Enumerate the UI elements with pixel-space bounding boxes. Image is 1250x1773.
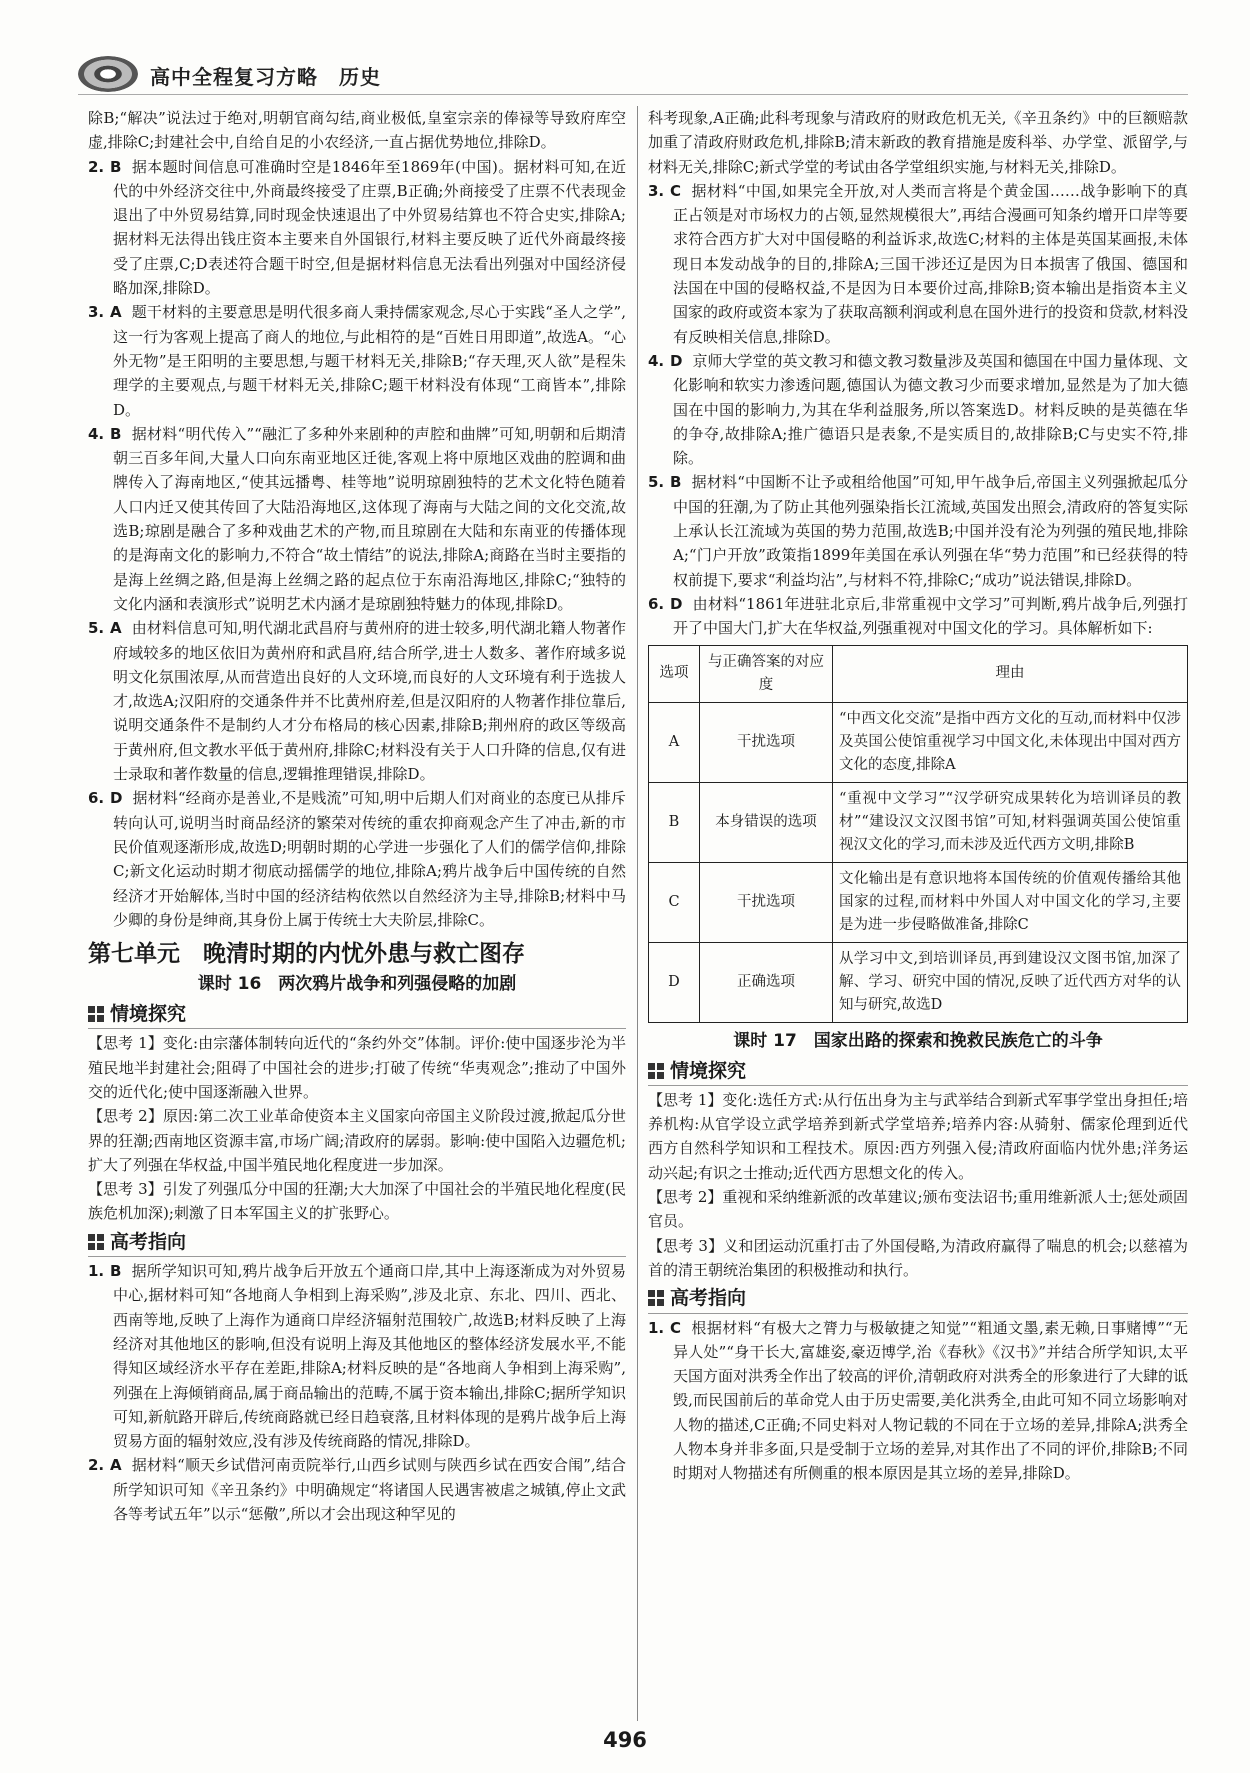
section-heading: 高考指向 [88,1230,626,1257]
answer-item: 5. A 由材料信息可知,明代湖北武昌府与黄州府的进士较多,明代湖北籍人物著作府域较多的地区依旧为黄州府和武昌府,结合所学,进士人数多、著作府域多说明文化氛围浓厚,从而营造出良好的人文环境,而良好的人文环境有利于选拔人才,故选A;汉阳府的交通条件并不比黄州府差,但是汉阳府的人物著作排位靠后,说明交通条件不是制约人才分布格局的核心因素,排除B;荆州府的政区等级高于黄州府,但文教水平低于黄州府,排除C;材料没有关于人口升降的信息,仅有进士录取和著作数量的信息,逻辑推理错误,排除D。 [88,619,626,784]
lesson-title: 课时 16 两次鸦片战争和列强侵略的加剧 [197,974,517,995]
table-cell: D [649,942,700,1022]
lesson-title: 课时 17 国家出路的探索和挽救民族危亡的斗争 [733,1030,1103,1051]
book-title: 高中全程复习方略 历史 [150,65,381,89]
table-cell: “重视中文学习”“汉学研究成果转化为培训译员的教材”“建设汉文汉图书馆”可知,材料强调英国公使馆重视汉文化的学习,而未涉及近代西方文明,排除B [833,782,1188,862]
table-cell: 正确选项 [700,942,833,1022]
header-rule [78,94,1188,95]
table-cell: C [649,862,700,942]
table-cell: 文化输出是有意识地将本国传统的价值观传播给其他国家的过程,而材料中外国人对中国文化的学习,主要是为进一步侵略做准备,排除C [833,862,1188,942]
section-heading: 情境探究 [648,1059,1188,1086]
table-cell: 干扰选项 [700,862,833,942]
section-heading: 高考指向 [648,1286,1188,1313]
answer-item: 5. B 据材料“中国断不让予或租给他国”可知,甲午战争后,帝国主义列强掀起瓜分中国的狂潮,为了防止其他列强染指长江流域,英国发出照会,清政府的答复实际上承认长江流域为英国的势力范围,故选B;中国并没有沦为列强的殖民地,排除A;“门户开放”政策指1899年美国在承认列强在华“势力范围”和已经获得的特权前提下,要求“利益均沾”,与材料不符,排除C;“成功”说法错误,排除D。 [648,473,1188,589]
table-header: 选项 [649,645,700,702]
think-item: 【思考 2】原因:第二次工业革命使资本主义国家向帝国主义阶段过渡,掀起瓜分世界的狂潮;西南地区资源丰富,市场广阔;清政府的孱弱。影响:使中国陷入边疆危机;扩大了列强在华权益,中国半殖民地化程度进一步加深。 [88,1107,627,1174]
continued-text: 除B;“解决”说法过于绝对,明朝官商勾结,商业极低,皇室宗亲的俸禄等导致府库空虚,排除C;封建社会中,自给自足的小农经济,一直占据优势地位,排除D。 [88,109,626,152]
table-header-row [649,645,1188,702]
continued-text: 科考现象,A正确;此科考现象与清政府的财政危机无关,《辛丑条约》中的巨额赔款加重了清政府财政危机,排除B;清末新政的教育措施是废科举、办学堂、派留学,与材料无关,排除C;新式学堂的考试由各学堂组织实施,与材料无关,排除D。 [648,109,1188,176]
grid-icon [648,1063,664,1079]
table-cell: 本身错误的选项 [700,782,833,862]
answer-item: 2. B 据本题时间信息可准确时空是1846年至1869年(中国)。据材料可知,在近代的中外经济交往中,外商最终接受了庄票,B正确;外商接受了庄票不代表现金退出了中外贸易结算,同时现金快速退出了中外贸易结算也不符合史实,排除A;据材料无法得出钱庄资本主要来自外国银行,材料主要反映了近代外商最终接受了庄票,C;D表述符合题干时空,但是据材料信息无法看出列强对中国经济侵略加深,排除D。 [88,157,626,298]
right-column [648,106,1188,1486]
left-column [88,106,626,1526]
table-row [649,942,1188,1022]
table-header: 与正确答案的对应度 [700,645,833,702]
page-header [78,52,498,96]
table-cell: A [649,702,700,782]
answer-item: 4. D 京师大学堂的英文教习和德文教习数量涉及英国和德国在中国力量体现、文化影响和软实力渗透问题,德国认为德文教习少而要求增加,显然是为了加大德国在中国的影响力,为其在华利益服务,所以答案选D。材料反映的是英德在华的争夺,故排除A;推广德语只是表象,不是实质目的,故排除B;C与史实不符,排除。 [648,351,1188,468]
table-cell: “中西文化交流”是指中西方文化的互动,而材料中仅涉及英国公使馆重视学习中国文化,未体现出中国对西方文化的态度,排除A [833,702,1188,782]
answer-item: 6. D 据材料“经商亦是善业,不是贱流”可知,明中后期人们对商业的态度已从排斥转向认可,说明当时商品经济的繁荣对传统的重农抑商观念产生了冲击,新的市民价值观逐渐形成,故选D;明朝时期的心学进一步强化了人们的儒学信仰,排除C;新文化运动时期才彻底动摇儒学的地位,排除A;鸦片战争后中国传统的自然经济才开始解体,当时中国的经济结构依然以自然经济为主导,排除B;材料中马少卿的身份是绅商,其身份上属于传统士大夫阶层,排除C。 [88,789,626,929]
page-number: 496 [603,1728,647,1752]
analysis-table [648,645,1188,1023]
think-item: 【思考 3】义和团运动沉重打击了外国侵略,为清政府赢得了喘息的机会;以慈禧为首的清王朝统治集团的积极推动和执行。 [648,1236,1188,1279]
table-cell: 从学习中文,到培训译员,再到建设汉文图书馆,加深了解、学习、研究中国的情况,反映了近代西方对华的认知与研究,故选D [833,942,1188,1022]
table-header: 理由 [833,645,1188,702]
section-heading: 情境探究 [88,1002,626,1029]
answer-item: 2. A 据材料“顺天乡试借河南贡院举行,山西乡试则与陕西乡试在西安合闱”,结合所学知识可知《辛丑条约》中明确规定“将诸国人民遇害被虐之城镇,停止文武各等考试五年”以示“惩儆”,所以才会出现这种罕见的 [88,1456,626,1524]
answer-item: 6. D 由材料“1861年进驻北京后,非常重视中文学习”可判断,鸦片战争后,列强打开了中国大门,扩大在华权益,列强重视对中国文化的学习。具体解析如下: [648,594,1188,638]
unit-title: 第七单元 晚清时期的内忧外患与救亡图存 [88,941,525,968]
publisher-logo-icon [78,56,138,92]
think-item: 【思考 1】变化:选任方式:从行伍出身为主与武举结合到新式军事学堂出身担任;培养机构:从官学设立武学培养到新式学堂培养;培养内容:从骑射、儒家伦理到近代西方自然科学知识和工程技术。原因:西方列强入侵;清政府面临内忧外患;洋务运动兴起;有识之士推动;近代西方思想文化的传入。 [648,1090,1189,1182]
answer-item: 1. C 根据材料“有极大之膂力与极敏捷之知觉”“粗通文墨,素无赖,日事赌博”“无异人处”“身干长大,富雄姿,豪迈博学,治《春秋》《汉书》”并结合所学知识,太平天国方面对洪秀全作出了较高的评价,清朝政府对洪秀全的形象进行了大肆的诋毁,而民国前后的革命党人由于历史需要,美化洪秀全,由此可知不同立场影响对人物的描述,C正确;不同史料对人物记载的不同在于立场的差异,排除A;洪秀全人物本身并非多面,只是受制于立场的差异,对其作出了不同的评价,排除B;不同时期对人物描述有所侧重的根本原因是其立场的差异,排除D。 [648,1318,1188,1483]
table-row [649,782,1188,862]
grid-icon [88,1006,104,1022]
think-item: 【思考 1】变化:由宗藩体制转向近代的“条约外交”体制。评价:使中国逐步沦为半殖民地半封建社会;阻碍了中国社会的进步;打破了传统“华夷观念”;推动了中国外交的近代化;使中国逐渐融入世界。 [88,1034,626,1101]
answer-list [88,155,626,933]
table-cell: 干扰选项 [700,702,833,782]
table-row [649,702,1188,782]
grid-icon [648,1290,664,1306]
think-item: 【思考 3】引发了列强瓜分中国的狂潮;大大加深了中国社会的半殖民地化程度(民族危机加深);刺激了日本军国主义的扩张野心。 [88,1180,626,1223]
think-item: 【思考 2】重视和采纳维新派的改革建议;颁布变法诏书;重用维新派人士;惩处顽固官员。 [648,1188,1189,1231]
answer-item: 1. B 据所学知识可知,鸦片战争后开放五个通商口岸,其中上海逐渐成为对外贸易中心,据材料可知“各地商人争相到上海采购”,涉及北京、东北、四川、西北、西南等地,反映了上海作为通商口岸经济辐射范围较广,故选B;材料反映了上海经济对其他地区的影响,但没有说明上海及其他地区的整体经济发展水平,不能得知区域经济水平存在差距,排除A;材料反映的是“各地商人争相到上海采购”,列强在上海倾销商品,属于商品输出的范畴,不属于资本输出,排除C;据所学知识可知,新航路开辟后,传统商路就已经日趋衰落,且材料体现的是鸦片战争后上海贸易方面的辐射效应,没有涉及传统商路的情况,排除D。 [88,1262,626,1451]
grid-icon [88,1234,104,1250]
table-cell: B [649,782,700,862]
answer-item: 3. C 据材料“中国,如果完全开放,对人类而言将是个黄金国……战争影响下的真正占领是对市场权力的占领,显然规模很大”,再结合漫画可知条约增开口岸等要求符合西方扩大对中国侵略的利益诉求,故选C;材料的主体是英国某画报,未体现日本发动战争的目的,排除A;三国干涉还辽是因为日本损害了俄国、德国和法国在中国的侵略权益,不是因为日本要价过高,排除B;资本输出是指资本主义国家的政府或资本家为了获取高额利润或利息在国外进行的投资和贷款,材料没有反映相关信息,排除D。 [648,181,1188,346]
column-divider [637,106,638,1721]
answer-item: 4. B 据材料“明代传入”“融汇了多种外来剧种的声腔和曲牌”可知,明朝和后期清朝三百多年间,大量人口向东南亚地区迁徙,客观上将中原地区戏曲的腔调和曲牌传入了海南地区,“使其远播粤、桂等地”说明琼剧独特的艺术文化特色随着人口内迁又使其传回了大陆沿海地区,这体现了海南与大陆之间的文化交流,故选B;琼剧是融合了多种戏曲艺术的产物,而且琼剧在大陆和东南亚的传播体现的是海南文化的影响力,不符合“故土情结”的说法,排除A;商路在当时主要指的是海上丝绸之路,但是海上丝绸之路的起点位于东南沿海地区,排除C;“独特的文化内涵和表演形式”说明艺术内涵才是琼剧独特魅力的体现,排除D。 [88,424,626,613]
answer-item: 3. A 题干材料的主要意思是明代很多商人秉持儒家观念,尽心于实践“圣人之学”,这一行为客观上提高了商人的地位,与此相符的是“百姓日用即道”,故选A。“心外无物”是王阳明的主要思想,与题干材料无关,排除B;“存天理,灭人欲”是程朱理学的主要观点,与题干材料无关,排除C;题干材料没有体现“工商皆本”,排除D。 [88,303,626,419]
table-row [649,862,1188,942]
